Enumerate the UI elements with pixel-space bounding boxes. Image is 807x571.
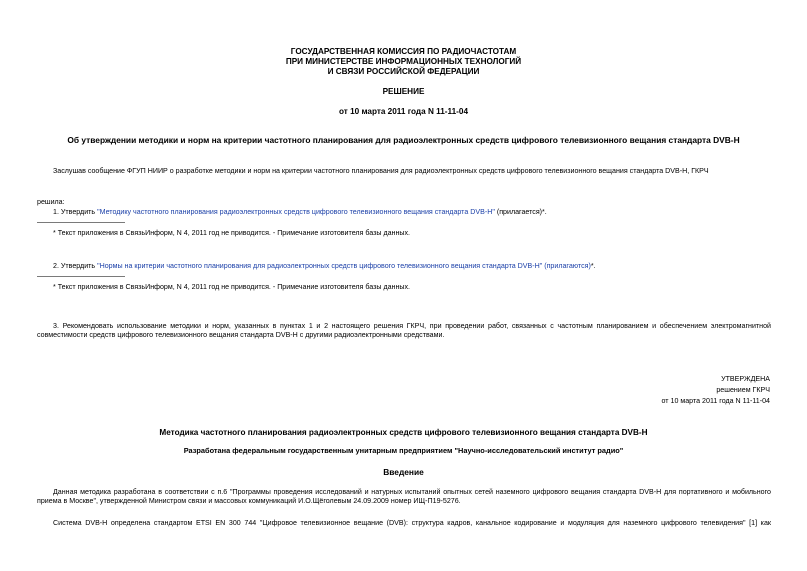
introduction-heading: Введение — [383, 467, 424, 477]
header-line-1: ГОСУДАРСТВЕННАЯ КОМИССИЯ ПО РАДИОЧАСТОТАМ — [290, 47, 517, 56]
developer-line: Разработана федеральным государственным унитарным предприятием "Научно-исследовательский институт радио" — [183, 446, 624, 455]
footnote-divider-1 — [37, 222, 125, 223]
methodology-title: Методика частотного планирования радиоэлектронных средств цифрового телевизионного вещания стандарта DVB-H — [159, 428, 648, 437]
item-3: 3. Рекомендовать использование методики и норм, указанных в пунктах 1 и 2 настоящего решения ГКРЧ, при проведении работ, связанных с частотным планированием и обеспечением электромагнитной совместимости средств цифрового телевизионного вещания стандарта DVB-H с другими радиоэлектронными средствами. — [37, 322, 771, 339]
introduction-paragraph-1: Данная методика разработана в соответствии с п.6 "Программы проведения исследований и натурных испытаний опытных сетей наземного цифрового вещания стандарта DVB-H для портативного и мобильного приема в Москве", утвержденной Министром связи и массовых коммуникаций И.О.Щёголевым 24.09.2009 номер ИЩ-П19-5276. — [37, 488, 771, 505]
norms-link[interactable]: "Нормы на критерии частотного планирования для радиоэлектронных средств цифрового телевизионного вещания стандарта DVB-H" (прилагаются) — [97, 262, 591, 270]
header-line-3: И СВЯЗИ РОССИЙСКОЙ ФЕДЕРАЦИИ — [327, 67, 480, 76]
methodology-link[interactable]: "Методику частотного планирования радиоэлектронных средств цифрового телевизионного вещания стандарта DVB-H" — [97, 208, 495, 216]
decided-label: решила: — [37, 198, 65, 206]
approved-label: УТВЕРЖДЕНА — [721, 375, 770, 383]
footnote-divider-2 — [37, 276, 125, 277]
footnote-1: * Текст приложения в СвязьИнформ, N 4, 2011 год не приводится. - Примечание изготовителя базы данных. — [53, 229, 410, 237]
item-2-prefix: 2. Утвердить — [53, 262, 98, 270]
decision-heading: РЕШЕНИЕ — [382, 87, 425, 96]
approved-date: от 10 марта 2011 года N 11-11-04 — [661, 397, 770, 405]
item-1 — [53, 208, 547, 217]
item-1-prefix: 1. Утвердить — [53, 208, 98, 216]
footnote-2: * Текст приложения в СвязьИнформ, N 4, 2011 год не приводится. - Примечание изготовителя базы данных. — [53, 283, 410, 291]
item-2-suffix: *. — [590, 262, 596, 270]
approved-by: решением ГКРЧ — [716, 386, 770, 394]
header-line-2: ПРИ МИНИСТЕРСТВЕ ИНФОРМАЦИОННЫХ ТЕХНОЛОГИЙ — [285, 57, 522, 66]
item-2 — [53, 262, 596, 271]
item-1-suffix: (прилагается)*. — [494, 208, 547, 216]
introduction-paragraph-2: Система DVB-H определена стандартом ETSI EN 300 744 "Цифровое телевизионное вещание (DVB): структура кадров, канальное кодирование и модуляция для наземного цифрового телевидения" [1] как — [53, 519, 771, 527]
document-title: Об утверждении методики и норм на критерии частотного планирования для радиоэлектронных средств цифрового телевизионного вещания стандарта DVB-H — [67, 135, 740, 145]
intro-paragraph: Заслушав сообщение ФГУП НИИР о разработке методики и норм на критерии частотного планирования для радиоэлектронных средств цифрового телевизионного вещания стандарта DVB-H, ГКРЧ — [53, 167, 709, 175]
decision-date: от 10 марта 2011 года N 11-11-04 — [338, 107, 468, 116]
